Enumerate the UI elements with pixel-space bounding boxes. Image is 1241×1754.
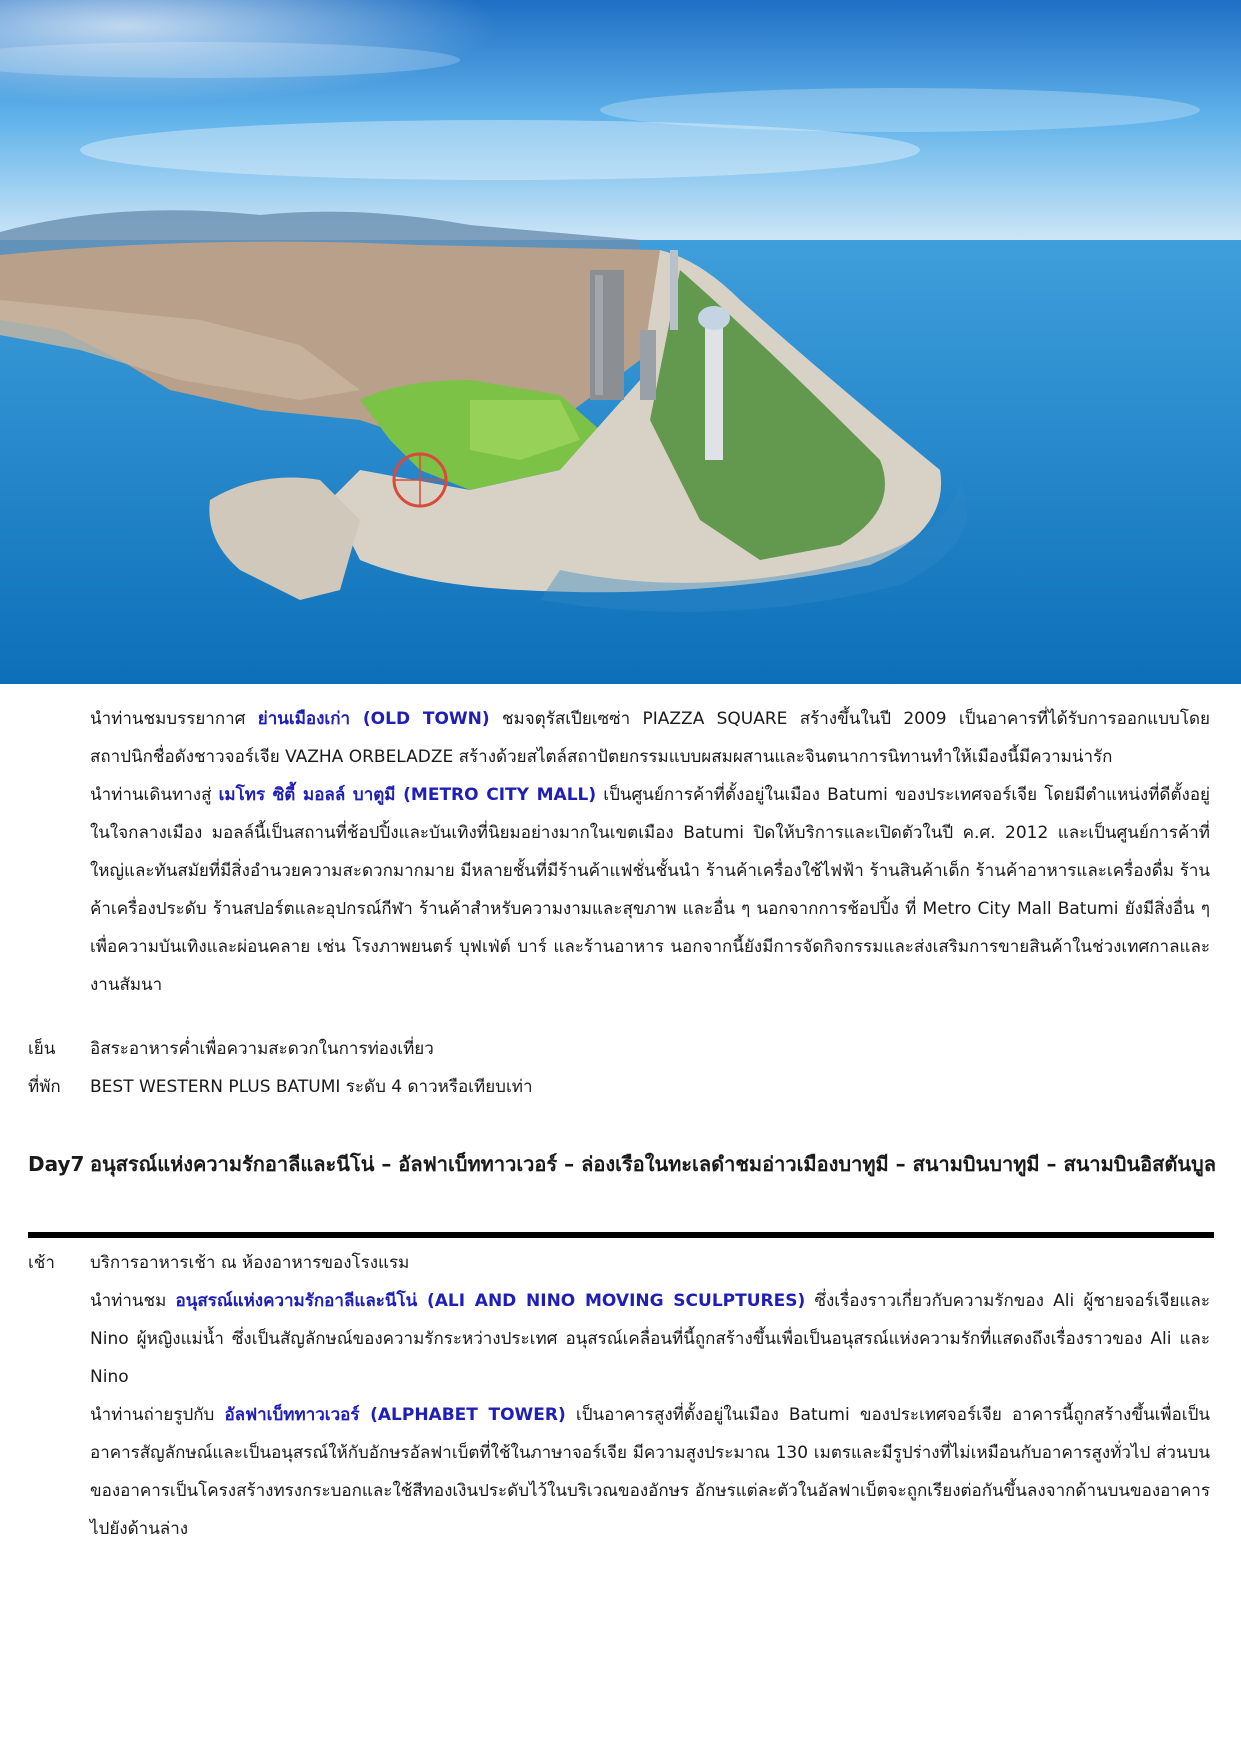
hero-photo-batumi-aerial [0, 0, 1241, 684]
day7-paragraph-alphabet-tower [90, 1396, 1210, 1548]
heading-divider [28, 1232, 1214, 1238]
para-intro: นำท่านชม [90, 1291, 176, 1311]
para-intro: นำท่านถ่ายรูปกับ [90, 1405, 225, 1425]
dinner-label: เย็น [28, 1039, 56, 1059]
day7-paragraph-ali-nino [90, 1282, 1210, 1396]
day6-paragraph-old-town [90, 700, 1210, 776]
para-body: ชมจตุรัสเปียเซซ่า PIAZZA SQUARE สร้างขึ้นในปี 2009 เป็นอาคารที่ได้รับการออกแบบโดยสถาปนิกชื่อดังชาวจอร์เจีย VAZHA ORBELADZE สร้างด้วยสไตล์สถาปัตยกรรมแบบผสมผสานและจินตนาการนิทานทำให้เมืองนี้มีความน่ารัก [90, 709, 1210, 767]
highlight-metro-city-mall: เมโทร ซิตี้ มอลล์ บาตูมี (METRO CITY MALL) [218, 785, 597, 805]
day-label: Day7 [28, 1152, 85, 1176]
day6-paragraph-metro-mall [90, 776, 1210, 1004]
alphabet-tower [705, 320, 723, 460]
hotel-text: BEST WESTERN PLUS BATUMI ระดับ 4 ดาวหรือเทียบเท่า [90, 1077, 533, 1097]
para-body: เป็นอาคารสูงที่ตั้งอยู่ในเมือง Batumi ของประเทศจอร์เจีย อาคารนี้ถูกสร้างขึ้นเพื่อเป็นอาคารสัญลักษณ์และเป็นอนุสรณ์ให้กับอักษรอัลฟาเบ็ตที่ใช้ในภาษาจอร์เจีย มีความสูงประมาณ 130 เมตรและมีรูปร่างที่ไม่เหมือนกับอาคารสูงทั่วไป ส่วนบนของอาคารเป็นโครงสร้างทรงกระบอกและใช้สีทองเงินประดับไว้ในบริเวณของอักษร อักษรแต่ละตัวในอัลฟาเบ็ตจะถูกเรียงต่อกันขึ้นลงจากด้านบนของอาคารไปยังด้านล่าง [90, 1405, 1211, 1539]
dinner-text: อิสระอาหารค่ำเพื่อความสะดวกในการท่องเที่ยว [90, 1039, 434, 1059]
para-intro: นำท่านเดินทางสู่ [90, 785, 219, 805]
para-body: ซึ่งเรื่องราวเกี่ยวกับความรักของ Ali ผู้ชายจอร์เจียและ Nino ผู้หญิงแม่น้ำ ซึ่งเป็นสัญลักษณ์ของความรักระหว่างประเทศ อนุสรณ์เคลื่อนที่นี้ถูกสร้างขึ้นเพื่อเป็นอนุสรณ์แห่งความรักที่แสดงถึงเรื่องราวของ Ali และ Nino [90, 1291, 1210, 1387]
hero-illustration [0, 0, 1241, 684]
day-title: อนุสรณ์แห่งความรักอาลีและนีโน่ – อัลฟาเบ็ททาวเวอร์ – ล่องเรือในทะเลดำชมอ่าวเมืองบาทูมี – สนามบินบาทูมี – สนามบินอิสตันบูล [90, 1152, 1216, 1176]
breakfast-label: เช้า [28, 1253, 55, 1273]
para-body: เป็นศูนย์การค้าที่ตั้งอยู่ในเมือง Batumi ของประเทศจอร์เจีย โดยมีตำแหน่งที่ดีตั้งอยู่ในใจกลางเมือง มอลล์นี้เป็นสถานที่ช้อปปิ้งและบันเทิงที่นิยมอย่างมากในเขตเมือง Batumi ปิดให้บริการและเปิดตัวในปี ค.ศ. 2012 และเป็นศูนย์การค้าที่ใหญ่และทันสมัยที่มีสิ่งอำนวยความสะดวกมากมาย มีหลายชั้นที่มีร้านค้าแฟชั่นชั้นนำ ร้านค้าเครื่องใช้ไฟฟ้า ร้านสินค้าเด็ก ร้านค้าอาหารและเครื่องดื่ม ร้านค้าเครื่องประดับ ร้านสปอร์ตและอุปกรณ์กีฬา ร้านค้าสำหรับความงามและสุขภาพ และอื่น ๆ นอกจากการช้อปปิ้ง ที่ Metro City Mall Batumi ยังมีสิ่งอื่น ๆ เพื่อความบันเทิงและผ่อนคลาย เช่น โรงภาพยนตร์ บุฟเฟ่ต์ บาร์ และร้านอาหาร นอกจากนี้ยังมีการจัดกิจกรรมและส่งเสริมการขายสินค้าในช่วงเทศกาลและงานสัมนา [90, 785, 1210, 995]
breakfast-text: บริการอาหารเช้า ณ ห้องอาหารของโรงแรม [90, 1253, 410, 1273]
highlight-alphabet-tower: อัลฟาเบ็ททาวเวอร์ (ALPHABET TOWER) [224, 1405, 566, 1425]
hotel-label: ที่พัก [28, 1077, 61, 1097]
highlight-ali-nino: อนุสรณ์แห่งความรักอาลีและนีโน่ (ALI AND NINO MOVING SCULPTURES) [175, 1291, 806, 1311]
para-intro: นำท่านชมบรรยากาศ [90, 709, 258, 729]
highlight-old-town: ย่านเมืองเก่า (OLD TOWN) [257, 709, 490, 729]
